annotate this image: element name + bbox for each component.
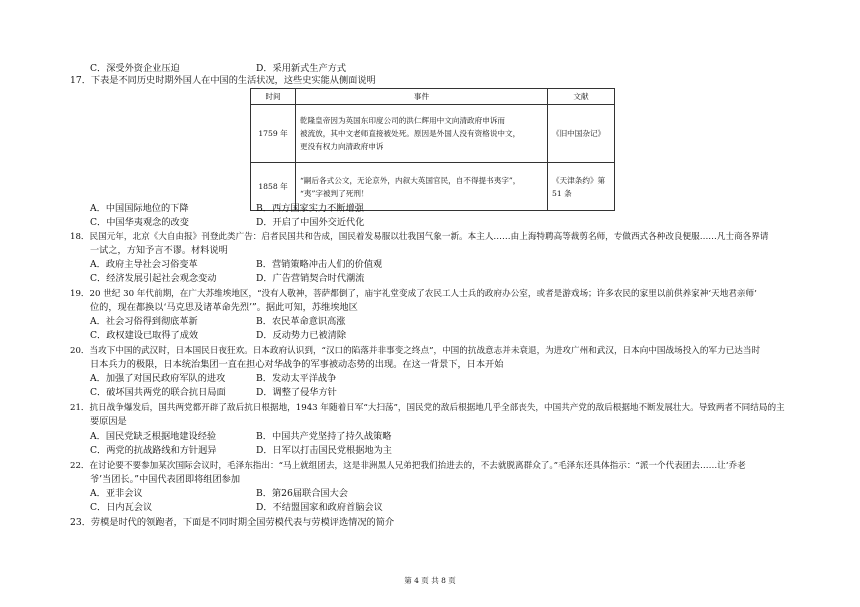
q19-option-d: D．反动势力已被清除 <box>256 330 347 341</box>
q21-option-a: A．国民党缺乏根据地建设经验 <box>90 431 217 442</box>
q20-stem-line2: 日本兵力的极限，日本统治集团一直在担心对华战争的军事被动态势的出现。在这一背景下，日本开始 <box>90 359 504 370</box>
q22-option-a: A．亚非会议 <box>90 488 143 499</box>
q17-stem: 17．下表是不同历史时期外国人在中国的生活状况，这些史实能从侧面说明 <box>70 75 376 86</box>
q18-option-d: D．广告营销契合时代潮流 <box>256 273 365 284</box>
q23-stem: 23．劳模是时代的领跑者，下面是不同时期全国劳模代表与劳模评选情况的简介 <box>70 517 395 528</box>
q21-option-b: B．中国共产党坚持了持久战策略 <box>256 431 392 442</box>
event-line: 更没有权力向清政府申诉 <box>300 142 384 151</box>
q22-stem-line1: 22．在讨论要不要参加某次国际会议时，毛泽东指出：“马上就组团去，这是非洲黑人兄弟把我们抬进去的，不去就脱离群众了。”毛泽东还具体指示：“派一个代表团去……让‘乔老 <box>70 461 746 471</box>
event-line: “夷”字被判了死刑！ <box>300 188 369 198</box>
q17-option-b: B．西方国家实力不断增强 <box>256 203 364 214</box>
q19-option-c: C．政权建设已取得了成效 <box>90 330 199 341</box>
q20-option-a: A．加强了对国民政府军队的进攻 <box>90 373 226 384</box>
q18-option-a: A．政府主导社会习俗变革 <box>90 259 198 270</box>
table-cell-doc <box>548 163 615 211</box>
q21-stem-line2: 要原因是 <box>90 416 127 427</box>
q19-stem-line2: 位的，现在都换以‘马克思及诸革命先烈’”。据此可知，苏维埃地区 <box>90 302 358 313</box>
table-cell-event <box>296 105 548 163</box>
q19-stem-line1: 19．20 世纪 30 年代前期，在广大苏维埃地区，“没有人敬神，菩萨都倒了，庙宇礼堂变成了农民工人士兵的政府办公室，或者是游戏场；许多农民的家里以前供养家神‘天地君亲师’ <box>70 289 757 299</box>
q20-option-d: D．调整了侵华方针 <box>256 387 337 398</box>
q17-option-d: D．开启了中国外交近代化 <box>256 217 365 228</box>
q22-option-c: C．日内瓦会议 <box>90 502 153 513</box>
q18-option-c: C．经济发展引起社会观念变动 <box>90 273 217 284</box>
q16-option-d: D．采用新式生产方式 <box>256 63 347 74</box>
page-footer: 第 4 页 共 8 页 <box>404 576 456 585</box>
table-cell-time: 1759 年 <box>251 105 296 163</box>
q19-option-b: B．农民革命意识高涨 <box>256 316 346 327</box>
q17-history-table <box>250 88 615 211</box>
q22-option-b: B．第26届联合国大会 <box>256 488 348 499</box>
q20-option-c: C．破坏国共两党的联合抗日局面 <box>90 387 226 398</box>
q21-option-c: C．两党的抗战路线和方针迥异 <box>90 445 217 456</box>
event-line: “嗣后各式公文，无论京外，内叙大英国官民，自不得提书夷字”， <box>300 175 521 185</box>
q19-option-a: A．社会习俗得到彻底革新 <box>90 316 198 327</box>
q21-option-d: D．日军以打击国民党根据地为主 <box>256 445 392 456</box>
event-line: 乾隆皇帝因为英国东印度公司的洪仁辉用中文向清政府申诉而 <box>300 116 506 125</box>
table-header-time: 时间 <box>251 89 296 105</box>
q22-option-d: D．不结盟国家和政府首脑会议 <box>256 502 383 513</box>
q16-option-c: C．深受外资企业压迫 <box>90 63 180 74</box>
table-header-event: 事件 <box>296 89 548 105</box>
doc-line: 51 条 <box>552 188 572 198</box>
doc-line: 《天津条约》第 <box>552 175 606 185</box>
q18-option-b: B．营销策略冲击人们的价值观 <box>256 259 383 270</box>
table-cell-doc: 《旧中国杂记》 <box>548 105 615 163</box>
q21-stem-line1: 21．抗日战争爆发后，国共两党都开辟了敌后抗日根据地，1943 年随着日军“大扫荡”，国民党的敌后根据地几乎全部丧失，中国共产党的敌后根据地不断发展壮大。导致两者不同结局的主 <box>70 403 785 413</box>
table-row <box>251 105 615 163</box>
table-header-row <box>251 89 615 105</box>
table-cell-time: 1858 年 <box>251 163 296 211</box>
q18-stem-line1: 18．民国元年，北京《大自由报》刊登此类广告：启者民国共和告成，国民着发易服以壮我国气象一新。本主人……由上海特聘高等裁剪名师，专做西式各种改良便服……凡士商各界请 <box>70 232 769 242</box>
table-header-doc: 文献 <box>548 89 615 105</box>
q20-option-b: B．发动太平洋战争 <box>256 373 337 384</box>
q18-stem-line2: 一试之，方知予言不谬。材料说明 <box>90 245 228 256</box>
q22-stem-line2: 爷’当团长。”中国代表团即将组团参加 <box>90 474 241 485</box>
event-line: 被流放，其中文老师直接被处死。原因是外国人没有资格说中文， <box>300 129 521 138</box>
q17-option-a: A．中国国际地位的下降 <box>90 203 189 214</box>
q20-stem-line1: 20．当攻下中国的武汉时，日本国民日夜狂欢。日本政府认识到，“汉口的陷落并非事变之终点”，中国的抗战意志并未衰退，为进攻广州和武汉，日本向中国战场投入的军力已达当时 <box>70 346 761 356</box>
q17-option-c: C．中国华夷观念的改变 <box>90 217 189 228</box>
